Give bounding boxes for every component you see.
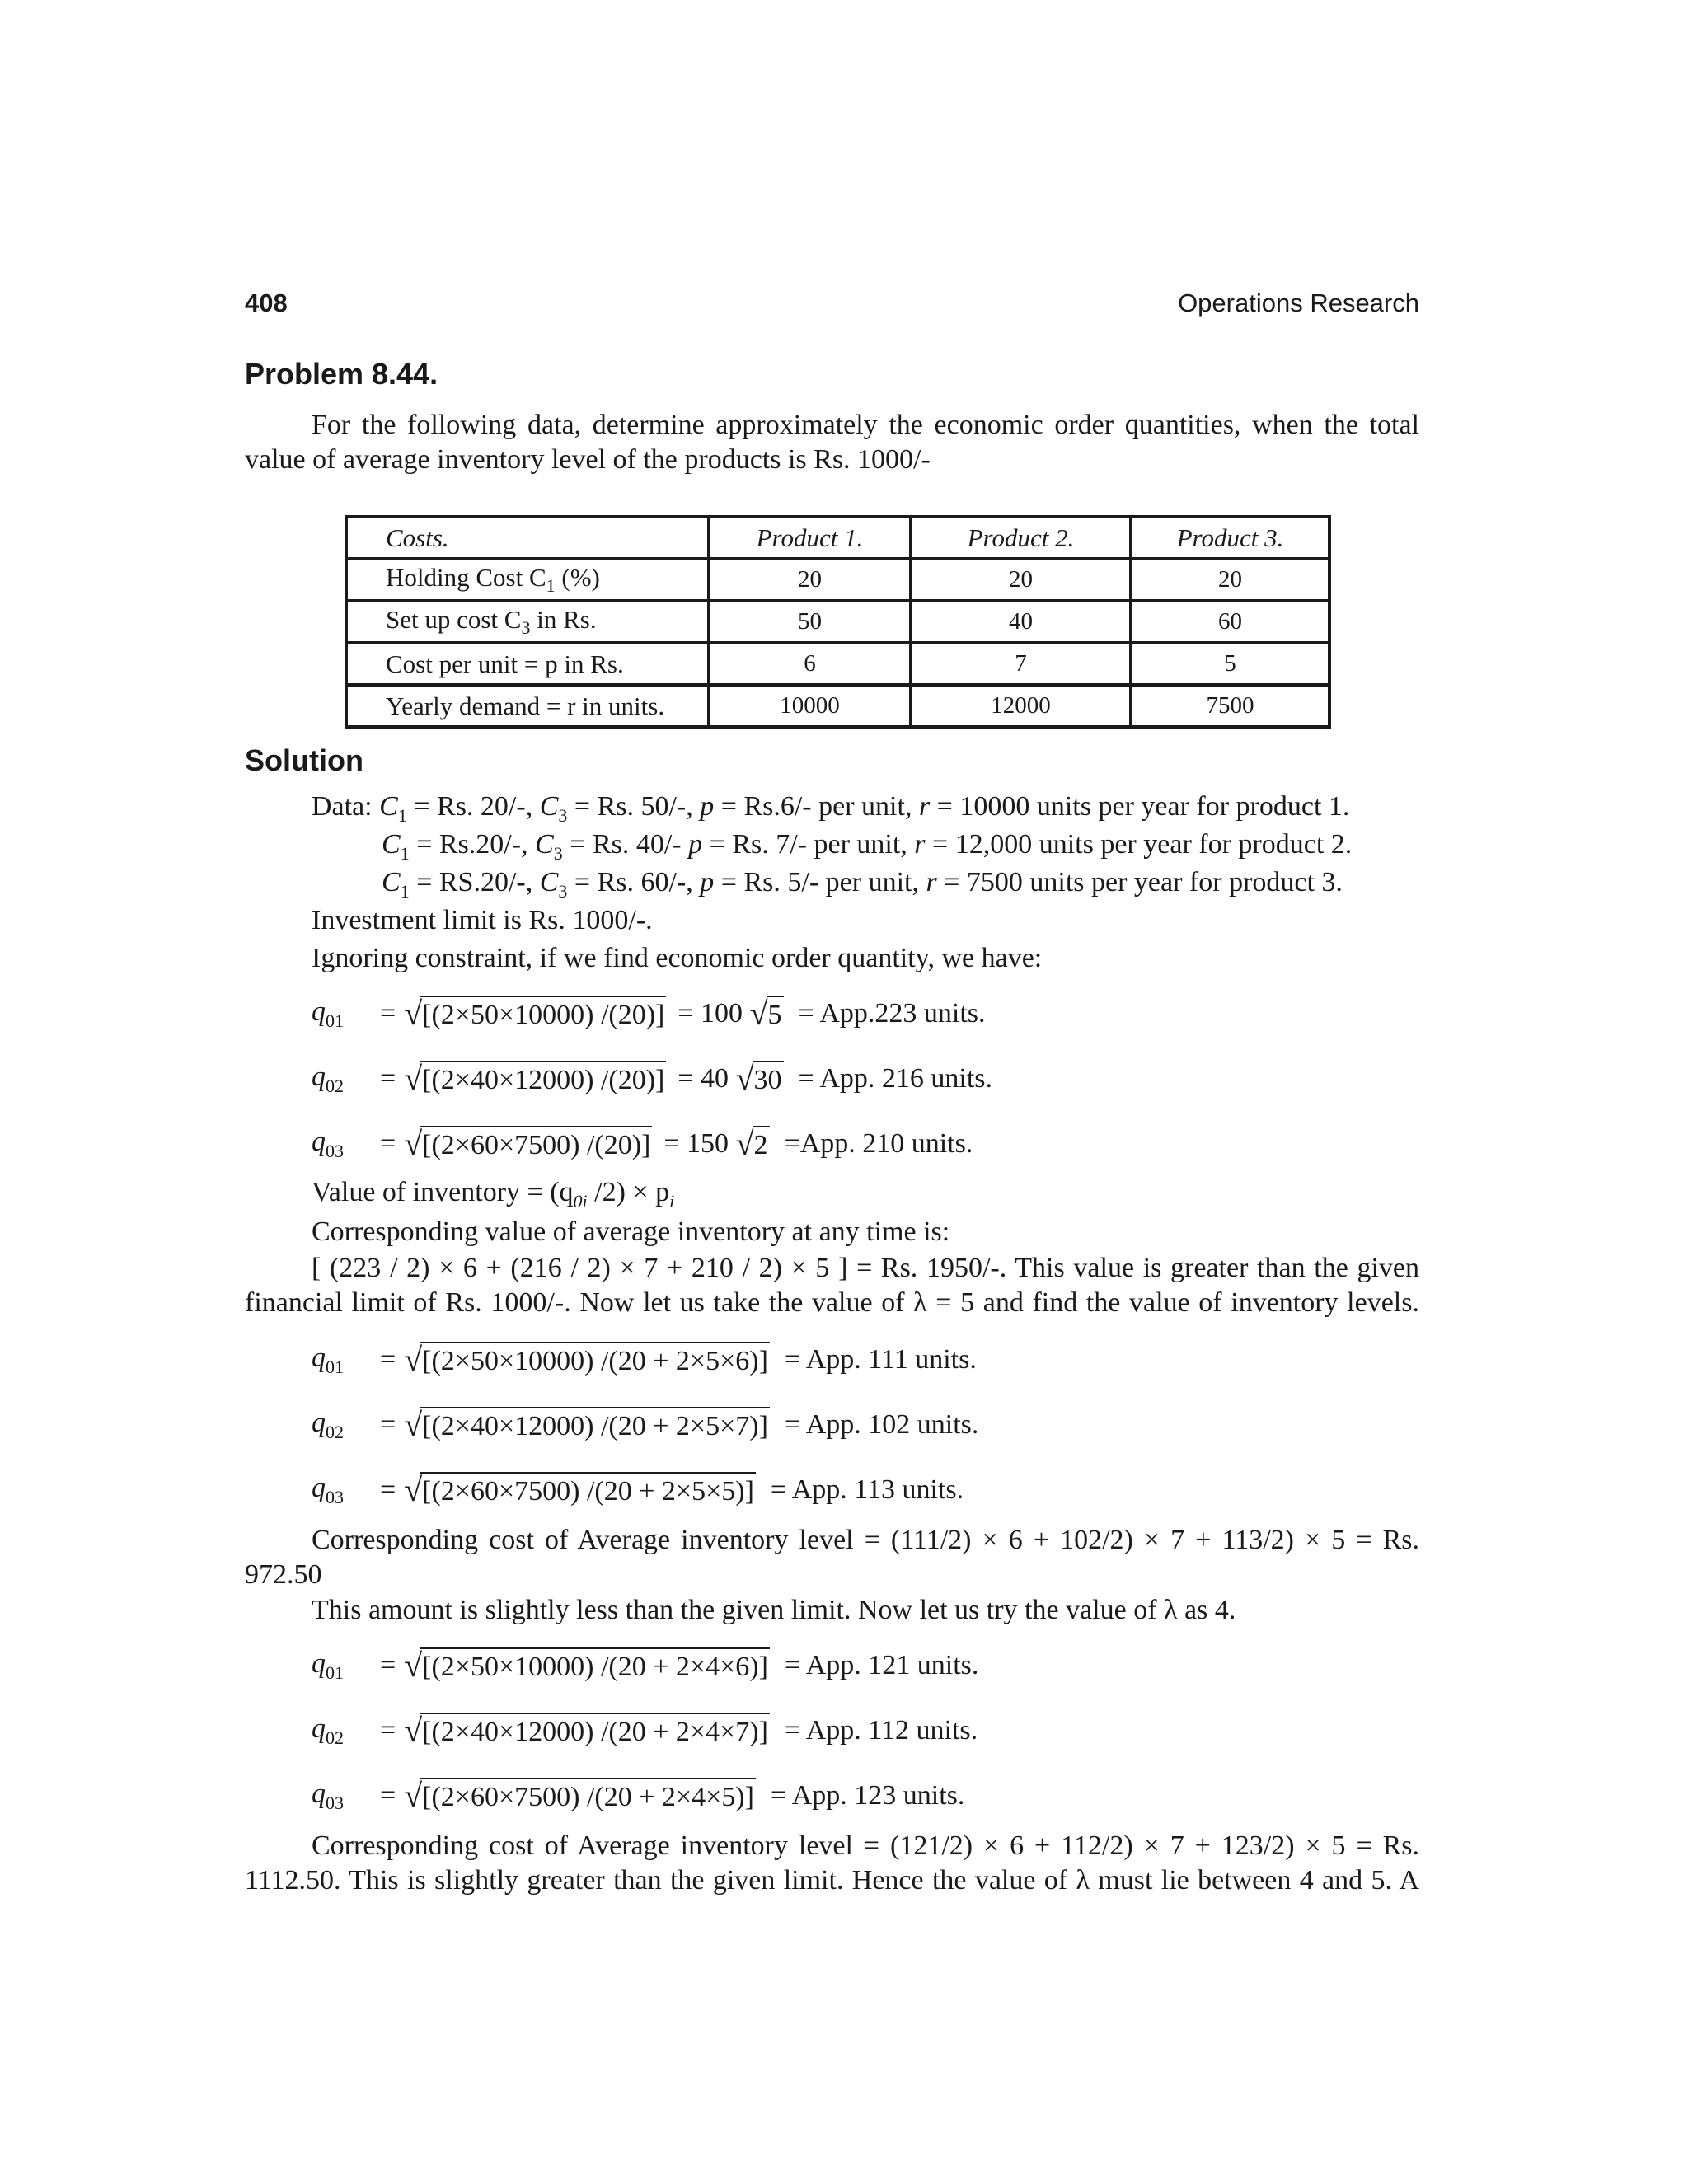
row-label-text: in Rs. bbox=[530, 604, 597, 634]
table-cell: 7 bbox=[911, 643, 1131, 685]
row-label bbox=[346, 559, 709, 601]
r-value: 12,000 units per year for product 2. bbox=[954, 829, 1353, 860]
result: = App. 123 units. bbox=[770, 1780, 965, 1811]
result: = App.223 units. bbox=[798, 998, 986, 1029]
cost5-line: Corresponding cost of Average inventory level = (111/2) × 6 + 102/2) × 7 + 113/2) × 5 = Rs. bbox=[312, 1525, 1419, 1555]
problem-text bbox=[245, 408, 1419, 477]
row-label bbox=[346, 601, 709, 643]
row-label bbox=[346, 685, 709, 727]
row-label-text: Set up cost C bbox=[386, 604, 522, 634]
table-cell: 10000 bbox=[709, 685, 911, 727]
eoq-q03: $q_{03}$ = √ [(2×60×7500) /(20)] = 150 √ 2 =App. 210 units. bbox=[312, 1125, 973, 1162]
table-header-cell: Product 2. bbox=[911, 517, 1131, 559]
cost4-paragraph bbox=[245, 1829, 1419, 1898]
eoq5-q03: $q_{03}$ = √ [(2×60×7500) /(20 + 2×5×5)] = App. 113 units. bbox=[312, 1471, 964, 1508]
calc-paragraph bbox=[245, 1251, 1419, 1320]
calc-line: financial limit of Rs. 1000/-. Now let us take the value of λ = 5 and find the value of inventory levels. bbox=[245, 1287, 1419, 1318]
value-tail: /2) × p bbox=[587, 1177, 670, 1207]
radicand: [(2×40×12000) /(20 + 2×5×7)] bbox=[420, 1407, 770, 1443]
result: = App. 216 units. bbox=[798, 1063, 992, 1094]
row-label-sub: 3 bbox=[521, 617, 531, 639]
table-cell: 7500 bbox=[1131, 685, 1329, 727]
table-cell: 20 bbox=[911, 559, 1131, 601]
value-of-inventory bbox=[312, 1177, 674, 1212]
result: =App. 210 units. bbox=[784, 1128, 973, 1159]
radicand: [(2×60×7500) /(20)] bbox=[420, 1126, 652, 1162]
corresponding-value: Corresponding value of average inventory at any time is: bbox=[312, 1216, 950, 1247]
eoq5-q02: $q_{02}$ = √ [(2×40×12000) /(20 + 2×5×7)] = App. 102 units. bbox=[312, 1406, 979, 1443]
row-label-text: (%) bbox=[555, 562, 600, 592]
radicand: [(2×40×12000) /(20)] bbox=[420, 1061, 666, 1097]
result: = App. 113 units. bbox=[770, 1474, 964, 1505]
cost4-line: 1112.50. This is slightly greater than the given limit. Hence the value of λ must lie between 4 and 5. A bbox=[245, 1865, 1419, 1896]
data-line-1: Data: $C_1 = Rs$. 20/-, $C_3 = Rs$. 50/-, p = Rs.6/- per unit, r = 10000 units per year for product 1. bbox=[312, 791, 1350, 826]
table-cell: 20 bbox=[1131, 559, 1329, 601]
eoq-q02: $q_{02}$ = √ [(2×40×12000) /(20)] = 40 √ 30 = App. 216 units. bbox=[312, 1060, 992, 1097]
data-line-2: $C_1 = Rs.20/-$, $C_3 = Rs$. 40/- p = Rs. 7/- per unit, r = 12,000 units per year for product 2. bbox=[382, 829, 1353, 864]
table-header-cell: Costs. bbox=[346, 517, 709, 559]
table-header-cell: Product 3. bbox=[1131, 517, 1329, 559]
result: = App. 102 units. bbox=[784, 1409, 979, 1440]
c1-value: RS.20/-, bbox=[438, 867, 533, 898]
p-value: Rs. 5/- per unit, bbox=[743, 867, 919, 898]
radicand: [(2×60×7500) /(20 + 2×4×5)] bbox=[420, 1778, 756, 1814]
eoq4-q02: $q_{02}$ = √ [(2×40×12000) /(20 + 2×4×7)] = App. 112 units. bbox=[312, 1712, 978, 1749]
cost5-line: 972.50 bbox=[245, 1559, 322, 1590]
page-number: 408 bbox=[245, 288, 288, 317]
radicand: [(2×50×10000) /(20 + 2×4×6)] bbox=[420, 1647, 770, 1684]
r-value: 7500 units per year for product 3. bbox=[966, 867, 1343, 898]
value-text: Value of inventory = (q bbox=[312, 1177, 574, 1207]
eoq5-q01: $q_{01}$ = √ [(2×50×10000) /(20 + 2×5×6)] = App. 111 units. bbox=[312, 1341, 977, 1378]
mid-coef: = 40 bbox=[678, 1063, 729, 1094]
eoq4-q01: $q_{01}$ = √ [(2×50×10000) /(20 + 2×4×6)] = App. 121 units. bbox=[312, 1647, 979, 1684]
mid-radicand: 30 bbox=[753, 1061, 784, 1097]
table-cell: 50 bbox=[709, 601, 911, 643]
c1-value: Rs.20/-, bbox=[438, 829, 528, 860]
r-value: 10000 units per year for product 1. bbox=[959, 791, 1350, 822]
value-tail-sub: i bbox=[669, 1190, 675, 1212]
table-row bbox=[346, 601, 1329, 643]
eoq-q01: $q_{01}$ = √ [(2×50×10000) /(20)] = 100 √ 5 = App.223 units. bbox=[312, 995, 986, 1032]
row-label-text: Yearly demand = r in units. bbox=[386, 691, 665, 720]
eoq4-q03: $q_{03}$ = √ [(2×60×7500) /(20 + 2×4×5)] = App. 123 units. bbox=[312, 1777, 965, 1814]
result: = App. 121 units. bbox=[784, 1650, 979, 1680]
p-value: Rs. 7/- per unit, bbox=[732, 829, 907, 860]
data-label: Data: bbox=[312, 791, 380, 822]
cost-table bbox=[345, 515, 1331, 729]
cost5-paragraph bbox=[245, 1523, 1419, 1592]
cost4-line: Corresponding cost of Average inventory level = (121/2) × 6 + 112/2) × 7 + 123/2) × 5 = Rs. bbox=[312, 1830, 1419, 1861]
c3-value: Rs. 40/- bbox=[592, 829, 682, 860]
table-cell: 20 bbox=[709, 559, 911, 601]
mid-radicand: 5 bbox=[767, 996, 784, 1032]
table-row bbox=[346, 685, 1329, 727]
mid-coef: = 100 bbox=[678, 998, 743, 1029]
slightly-less: This amount is slightly less than the given limit. Now let us try the value of λ as 4. bbox=[312, 1595, 1236, 1625]
table-cell: 5 bbox=[1131, 643, 1329, 685]
p-value: Rs.6/- per unit, bbox=[743, 791, 912, 822]
radicand: [(2×60×7500) /(20 + 2×5×5)] bbox=[420, 1472, 756, 1508]
table-cell: 6 bbox=[709, 643, 911, 685]
table-row bbox=[346, 643, 1329, 685]
solution-title: Solution bbox=[245, 743, 363, 777]
radicand: [(2×50×10000) /(20)] bbox=[420, 996, 666, 1032]
table-cell: 40 bbox=[911, 601, 1131, 643]
problem-title: Problem 8.44. bbox=[245, 357, 438, 391]
table-header-row bbox=[346, 517, 1329, 559]
investment-limit: Investment limit is Rs. 1000/-. bbox=[312, 905, 653, 935]
row-label-sub: 1 bbox=[546, 575, 556, 597]
c3-value: Rs. 60/-, bbox=[597, 867, 693, 898]
data-line-3: $C_1 = RS.20/-$, $C_3 = Rs$. 60/-, p = Rs. 5/- per unit, r = 7500 units per year for product 3. bbox=[382, 867, 1343, 902]
table-cell: 60 bbox=[1131, 601, 1329, 643]
result: = App. 111 units. bbox=[784, 1344, 977, 1375]
row-label-text: Cost per unit = p in Rs. bbox=[386, 649, 624, 678]
mid-coef: = 150 bbox=[663, 1128, 729, 1159]
result: = App. 112 units. bbox=[784, 1715, 978, 1746]
calc-line: [ (223 / 2) × 6 + (216 / 2) × 7 + 210 / 2) × 5 ] = Rs. 1950/-. This value is greater than the given bbox=[312, 1253, 1419, 1283]
ignoring-constraint: Ignoring constraint, if we find economic order quantity, we have: bbox=[312, 943, 1043, 973]
value-sub: 0i bbox=[573, 1190, 588, 1212]
radicand: [(2×40×12000) /(20 + 2×4×7)] bbox=[420, 1713, 770, 1749]
table-cell: 12000 bbox=[911, 685, 1131, 727]
c1-value: Rs. 20/-, bbox=[437, 791, 533, 822]
table-header-cell: Product 1. bbox=[709, 517, 911, 559]
mid-radicand: 2 bbox=[753, 1126, 770, 1162]
running-head: Operations Research bbox=[1178, 288, 1419, 317]
table-row bbox=[346, 559, 1329, 601]
c3-value: Rs. 50/-, bbox=[597, 791, 693, 822]
row-label-text: Holding Cost C bbox=[386, 562, 546, 592]
radicand: [(2×50×10000) /(20 + 2×5×6)] bbox=[420, 1342, 770, 1378]
problem-text-line: For the following data, determine approximately the economic order quantities, when the total bbox=[312, 410, 1419, 440]
row-label bbox=[346, 643, 709, 685]
problem-text-line: value of average inventory level of the products is Rs. 1000/- bbox=[245, 444, 931, 475]
